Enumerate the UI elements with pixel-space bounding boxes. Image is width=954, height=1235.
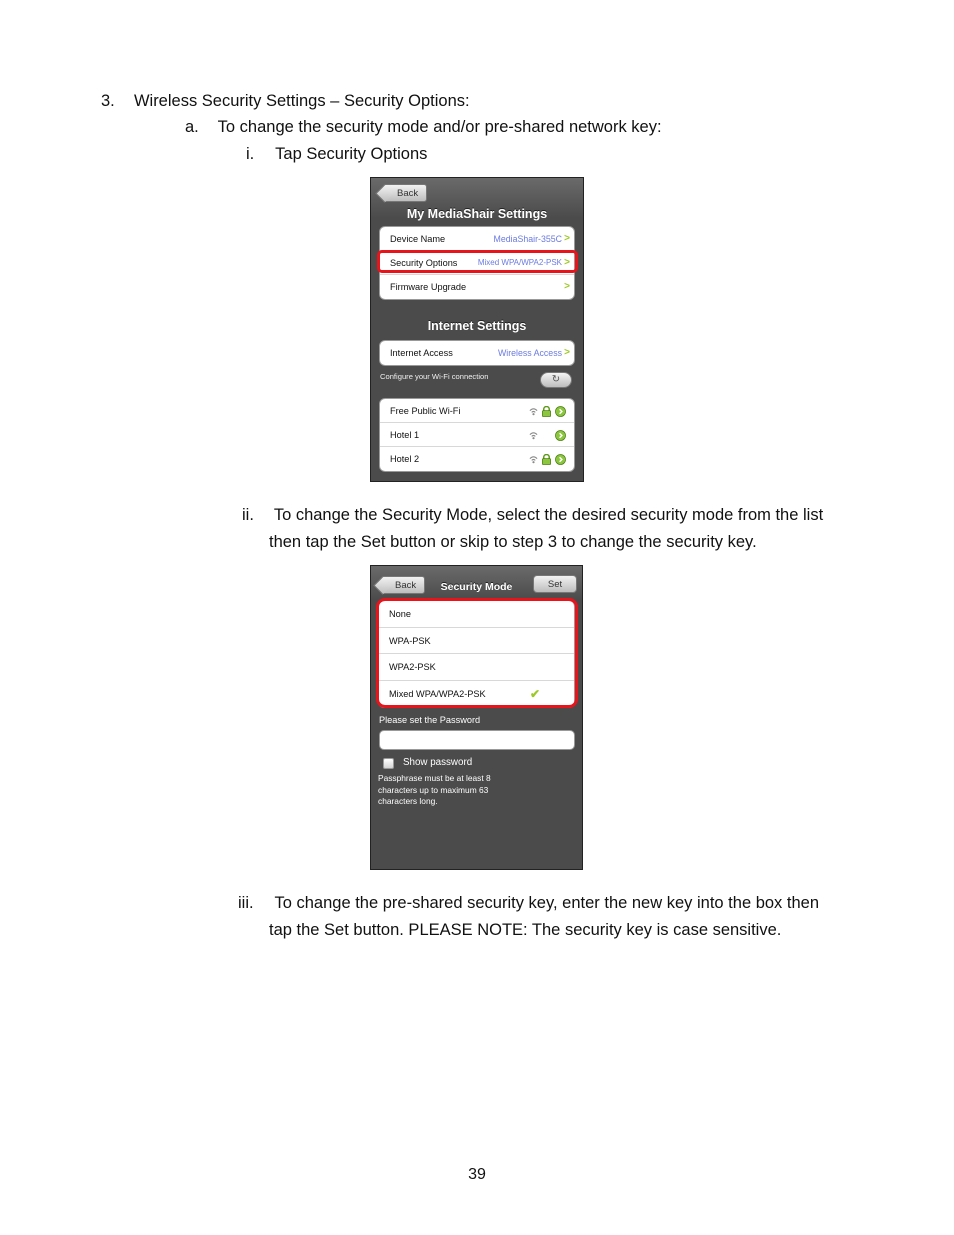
step-3a-text: To change the security mode and/or pre-shared network key: bbox=[217, 118, 662, 136]
chevron-right-icon: > bbox=[564, 281, 570, 292]
network-name: Hotel 2 bbox=[390, 454, 420, 464]
network-row[interactable] bbox=[380, 447, 574, 471]
firmware-upgrade-row[interactable] bbox=[380, 275, 574, 299]
chevron-circle-icon[interactable] bbox=[555, 430, 566, 441]
passphrase-note: Passphrase must be at least 8 characters up to maximum 63 characters long. bbox=[378, 773, 491, 806]
wifi-signal-icon bbox=[529, 455, 538, 464]
step-iii-marker: iii. bbox=[238, 894, 254, 912]
step-iii-line-1 bbox=[238, 890, 819, 917]
wifi-signal-icon bbox=[529, 407, 538, 416]
chevron-right-icon: > bbox=[564, 347, 570, 358]
internet-settings-title: Internet Settings bbox=[427, 319, 527, 333]
chevron-right-icon: > bbox=[564, 257, 570, 268]
device-name-label: Device Name bbox=[390, 234, 446, 244]
security-options-value: Mixed WPA/WPA2-PSK bbox=[477, 258, 562, 267]
lock-icon bbox=[541, 406, 552, 417]
step-ii-line-2 bbox=[269, 529, 757, 556]
chevron-circle-icon[interactable] bbox=[555, 406, 566, 417]
device-name-row[interactable] bbox=[380, 227, 574, 251]
refresh-button[interactable] bbox=[540, 372, 572, 388]
chevron-right-icon: > bbox=[564, 233, 570, 244]
internet-access-label: Internet Access bbox=[390, 348, 453, 358]
device-name-value: MediaShair-355C bbox=[493, 234, 562, 244]
step-ii-text-1: To change the Security Mode, select the desired security mode from the list bbox=[273, 506, 824, 524]
network-row[interactable] bbox=[380, 399, 574, 423]
step-i-line bbox=[246, 141, 427, 168]
checkmark-icon: ✔ bbox=[529, 686, 540, 701]
set-button[interactable]: Set bbox=[533, 575, 577, 593]
step-ii-text-2: then tap the Set button or skip to step 3 to change the security key. bbox=[269, 533, 757, 551]
step-i-marker: i. bbox=[246, 145, 255, 163]
lock-icon bbox=[541, 454, 552, 465]
step-3-text: Wireless Security Settings – Security Options: bbox=[133, 92, 470, 110]
page-number: 39 bbox=[468, 1166, 486, 1183]
network-row[interactable] bbox=[380, 423, 574, 447]
step-ii-marker: ii. bbox=[242, 506, 254, 524]
wifi-signal-icon bbox=[529, 431, 538, 440]
mode-label: Mixed WPA/WPA2-PSK bbox=[389, 688, 486, 699]
network-name: Free Public Wi-Fi bbox=[390, 406, 461, 416]
firmware-upgrade-label: Firmware Upgrade bbox=[390, 282, 467, 292]
wifi-config-hint: Configure your Wi-Fi connection bbox=[380, 372, 489, 381]
step-iii-text-1: To change the pre-shared security key, enter the new key into the box then bbox=[274, 894, 820, 912]
settings-title: My MediaShair Settings bbox=[406, 207, 548, 221]
refresh-icon: ↻ bbox=[551, 374, 561, 385]
back-button[interactable]: Back bbox=[383, 184, 427, 202]
back-button[interactable]: Back bbox=[381, 576, 425, 594]
internet-group bbox=[379, 340, 575, 366]
step-3a-marker: a. bbox=[185, 118, 199, 136]
step-i-text: Tap Security Options bbox=[275, 145, 428, 163]
step-3a-line bbox=[185, 114, 662, 141]
settings-screenshot bbox=[370, 177, 584, 482]
password-input[interactable] bbox=[379, 730, 575, 750]
network-list bbox=[379, 398, 575, 472]
internet-access-row[interactable] bbox=[380, 341, 574, 365]
show-password-label: Show password bbox=[403, 757, 473, 768]
security-options-highlight bbox=[377, 250, 578, 273]
chevron-circle-icon[interactable] bbox=[555, 454, 566, 465]
step-3-marker: 3. bbox=[101, 92, 115, 110]
security-mode-highlight bbox=[376, 598, 578, 708]
step-3-line bbox=[101, 88, 470, 115]
mode-label: WPA2-PSK bbox=[389, 662, 436, 672]
step-iii-text-2: tap the Set button. PLEASE NOTE: The security key is case sensitive. bbox=[269, 921, 782, 939]
security-options-label: Security Options bbox=[390, 258, 458, 268]
mode-label: WPA-PSK bbox=[389, 635, 431, 646]
network-name: Hotel 1 bbox=[390, 430, 420, 440]
show-password-checkbox[interactable] bbox=[383, 758, 394, 769]
security-mode-screenshot bbox=[370, 565, 583, 870]
step-iii-line-2 bbox=[269, 917, 781, 944]
mode-label: None bbox=[389, 609, 411, 619]
internet-access-value: Wireless Access bbox=[497, 348, 562, 358]
password-label: Please set the Password bbox=[379, 715, 481, 725]
step-ii-line-1 bbox=[242, 502, 823, 529]
security-mode-title: Security Mode bbox=[440, 581, 513, 593]
